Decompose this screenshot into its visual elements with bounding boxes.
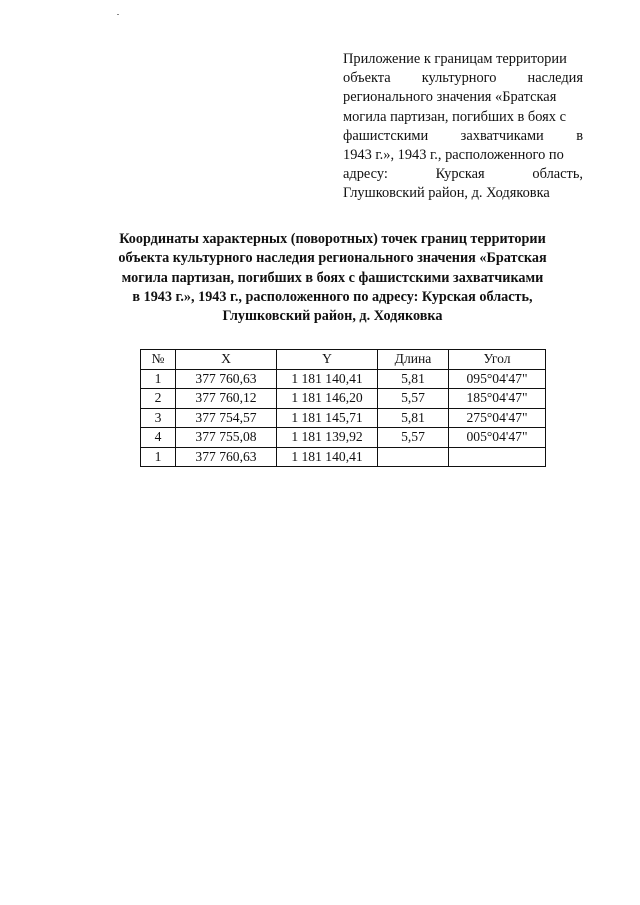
header-x: X [176,350,277,370]
cell-y: 1 181 140,41 [277,369,378,389]
cell-angle [449,447,546,467]
cell-length: 5,57 [378,428,449,448]
appendix-line: Глушковский район, д. Ходяковка [343,185,550,202]
title-line: Координаты характерных (поворотных) точек границ территории [119,231,546,247]
cell-length: 5,81 [378,408,449,428]
cell-x: 377 760,63 [176,369,277,389]
cell-x: 377 754,57 [176,408,277,428]
coordinates-table [140,349,546,467]
cell-angle: 185°04'47" [449,389,546,409]
scan-speck [117,14,119,15]
appendix-line: объекта культурного наследия [343,70,583,87]
appendix-line: фашистскими захватчиками в [343,127,583,144]
cell-y: 1 181 145,71 [277,408,378,428]
cell-length: 5,81 [378,369,449,389]
title-line: объекта культурного наследия регионального значения «Братская [118,250,547,267]
cell-y: 1 181 139,92 [277,428,378,448]
header-y: Y [277,350,378,370]
cell-number: 4 [141,428,176,448]
cell-angle: 005°04'47" [449,428,546,448]
cell-x: 377 755,08 [176,428,277,448]
cell-x: 377 760,12 [176,389,277,409]
appendix-note [343,50,583,204]
cell-number: 1 [141,447,176,467]
cell-length [378,447,449,467]
header-number: № [141,350,176,370]
appendix-line: адресу: Курская область, [343,166,583,183]
document-title [90,230,575,326]
appendix-line: могила партизан, погибших в боях с [343,108,566,125]
table-row [141,447,546,467]
appendix-line: 1943 г.», 1943 г., расположенного по [343,147,564,164]
appendix-line: регионального значения «Братская [343,89,557,106]
cell-x: 377 760,63 [176,447,277,467]
cell-y: 1 181 146,20 [277,389,378,409]
cell-number: 1 [141,369,176,389]
cell-angle: 095°04'47" [449,369,546,389]
header-angle: Угол [449,350,546,370]
appendix-line: Приложение к границам территории [343,51,567,67]
title-line: могила партизан, погибших в боях с фашистскими захватчиками [121,269,544,286]
table-row [141,428,546,448]
header-length: Длина [378,350,449,370]
title-line: в 1943 г.», 1943 г., расположенного по адресу: Курская область, [132,288,533,305]
title-line: Глушковский район, д. Ходяковка [222,308,443,325]
cell-angle: 275°04'47" [449,408,546,428]
table-row [141,369,546,389]
cell-length: 5,57 [378,389,449,409]
table-row [141,389,546,409]
cell-number: 2 [141,389,176,409]
cell-number: 3 [141,408,176,428]
table-row [141,408,546,428]
cell-y: 1 181 140,41 [277,447,378,467]
table-header-row [141,350,546,370]
